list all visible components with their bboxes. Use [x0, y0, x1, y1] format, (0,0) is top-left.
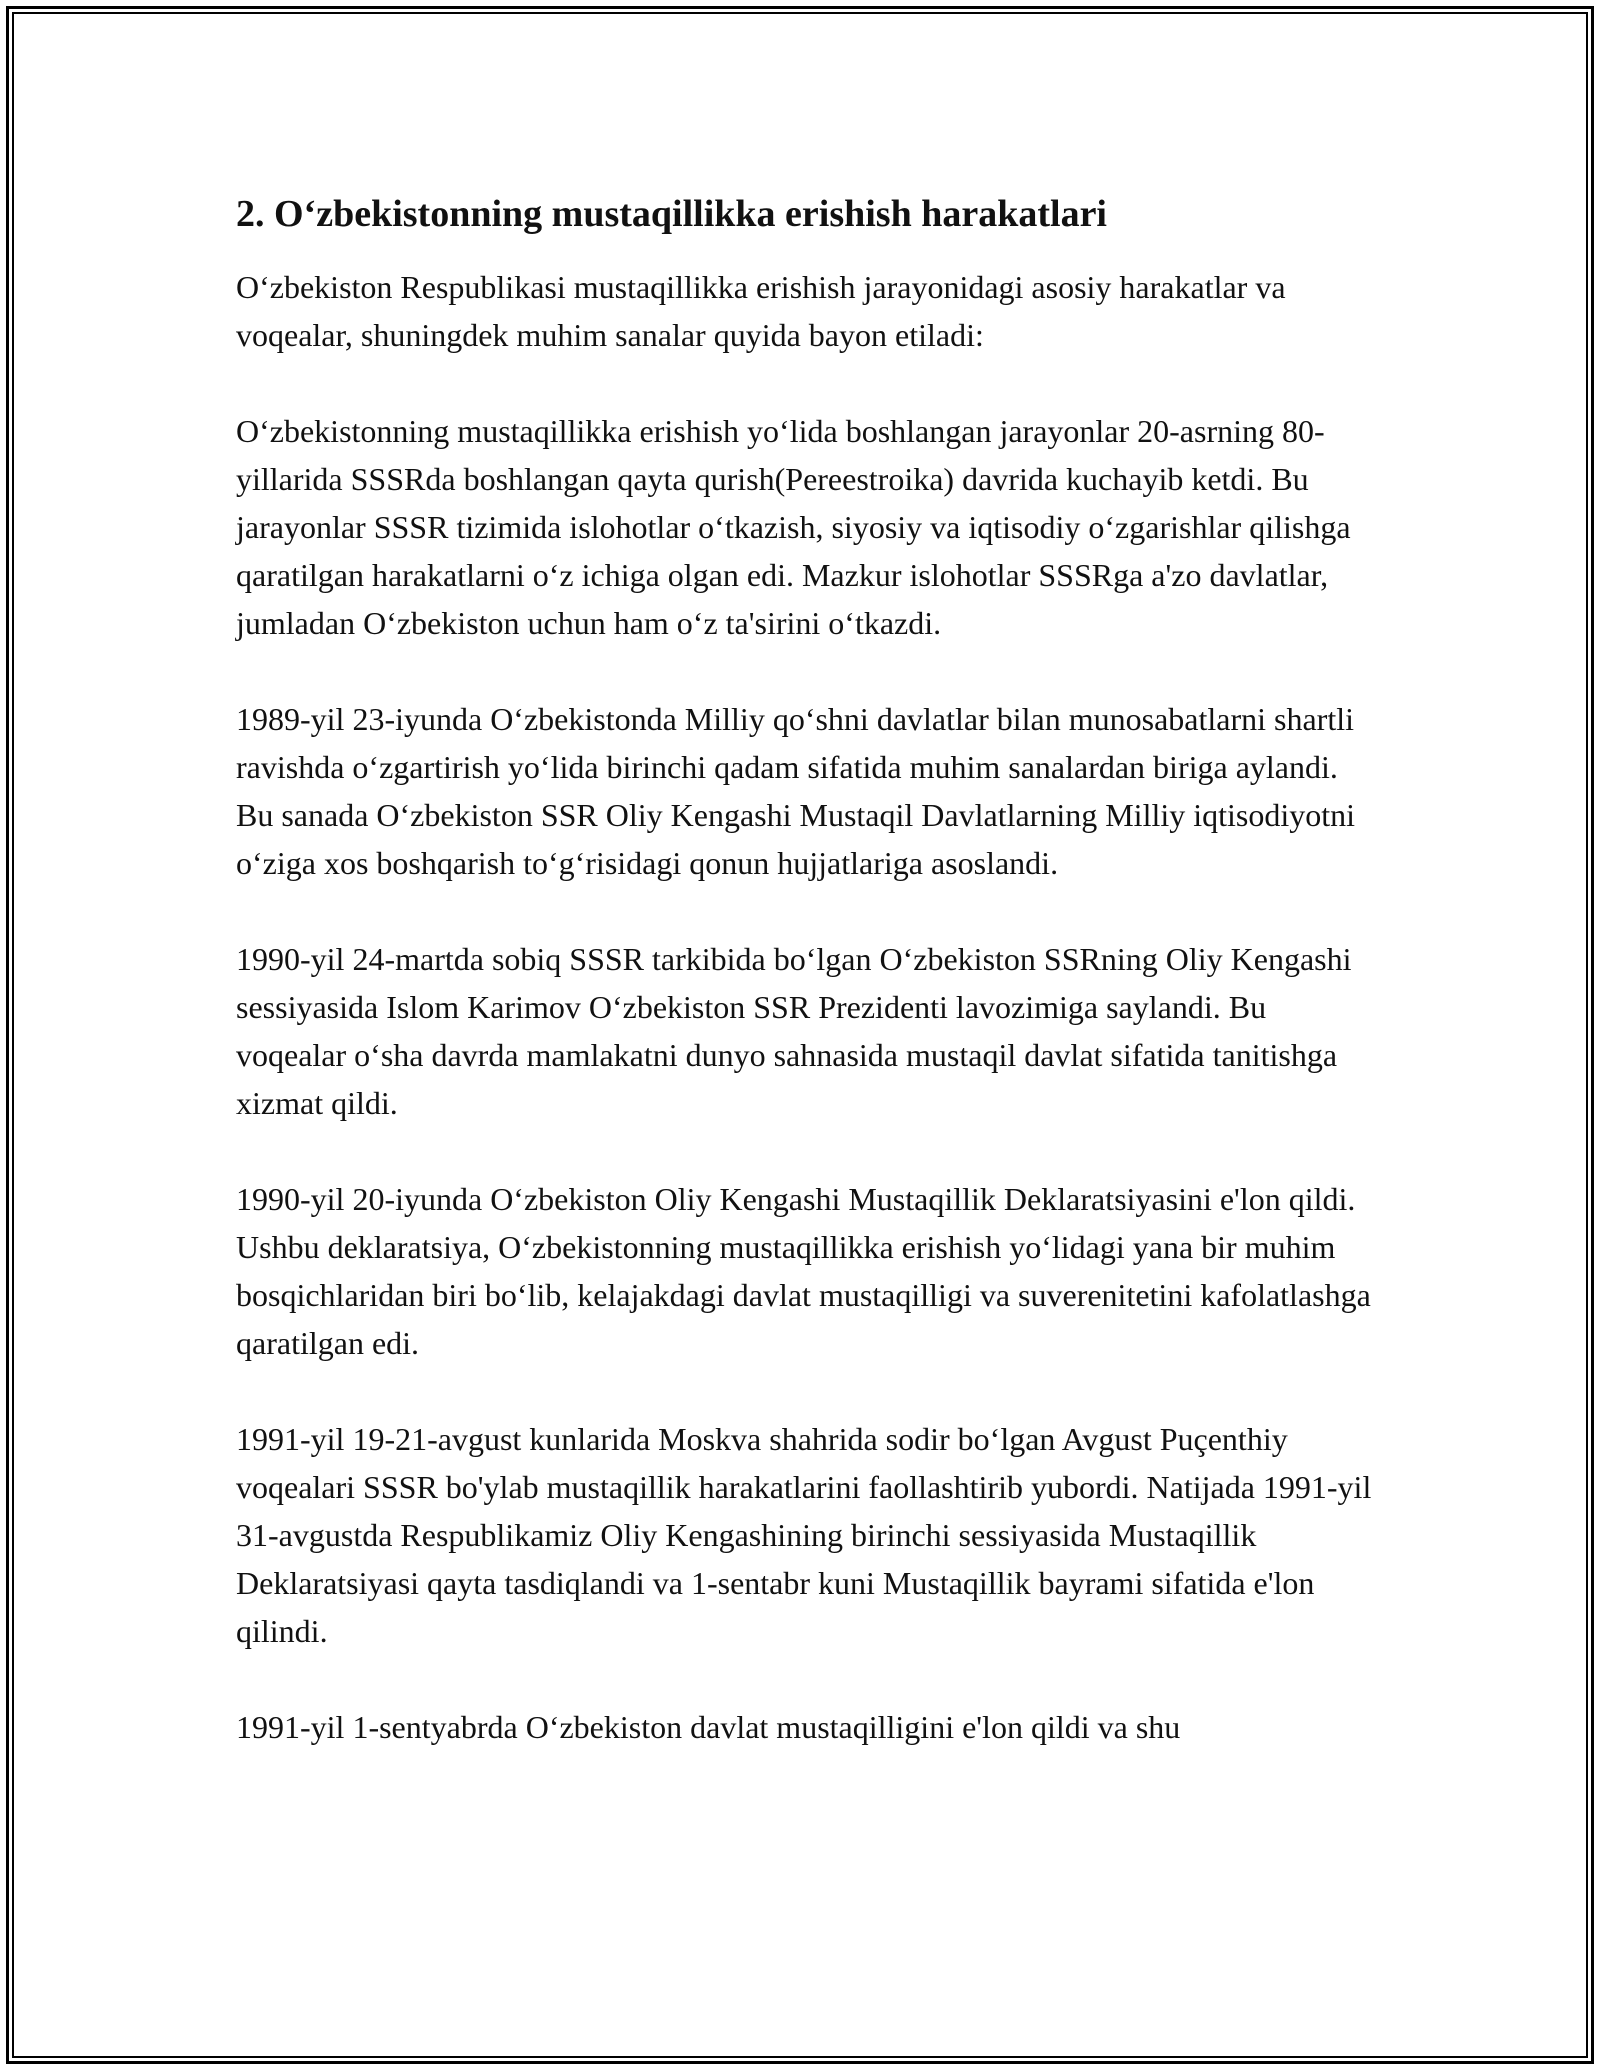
- paragraph-intro: O‘zbekiston Respublikasi mustaqillikka erishish jarayonidagi asosiy harakatlar va voqealar, shuningdek muhim sanalar quyida bayon etiladi:: [236, 269, 1286, 353]
- document-body: [236, 189, 1376, 1799]
- paragraph-1990-march: 1990-yil 24-martda sobiq SSSR tarkibida bo‘lgan O‘zbekiston SSRning Oliy Kengashi sessiyasida Islom Karimov O‘zbekiston SSR Prezidenti lavozimiga saylandi. Bu voqealar o‘sha davrda mamlakatni dunyo sahnasida mustaqil davlat sifatida tanitishga xizmat qildi.: [236, 941, 1352, 1121]
- paragraph-1989: 1989-yil 23-iyunda O‘zbekistonda Milliy qo‘shni davlatlar bilan munosabatlarni shartli ravishda o‘zgartirish yo‘lida birinchi qadam sifatida muhim sanalardan biriga aylandi. Bu sanada O‘zbekiston SSR Oliy Kengashi Mustaqil Davlatlarning Milliy iqtisodiyotni o‘ziga xos boshqarish to‘g‘risidagi qonun hujjatlariga asoslandi.: [236, 701, 1356, 881]
- paragraph-1991-september: 1991-yil 1-sentyabrda O‘zbekiston davlat mustaqilligini e'lon qildi va shu: [236, 1709, 1181, 1745]
- paragraph-perestroika: O‘zbekistonning mustaqillikka erishish yo‘lida boshlangan jarayonlar 20-asrning 80-yillarida SSSRda boshlangan qayta qurish(Pereestroika) davrida kuchayib ketdi. Bu jarayonlar SSSR tizimida islohotlar o‘tkazish, siyosiy va iqtisodiy o‘zgarishlar qilishga qaratilgan harakatlarni o‘z ichiga olgan edi. Mazkur islohotlar SSSRga a'zo davlatlar, jumladan O‘zbekiston uchun ham o‘z ta'sirini o‘tkazdi.: [236, 413, 1351, 641]
- paragraph-1991-august: 1991-yil 19-21-avgust kunlarida Moskva shahrida sodir bo‘lgan Avgust Puçenthiy voqealari SSSR bo'ylab mustaqillik harakatlarini faollashtirib yubordi. Natijada 1991-yil 31-avgustda Respublikamiz Oliy Kengashining birinchi sessiyasida Mustaqillik Deklaratsiyasi qayta tasdiqlandi va 1-sentabr kuni Mustaqillik bayrami sifatida e'lon qilindi.: [236, 1421, 1372, 1649]
- paragraph-1990-june: 1990-yil 20-iyunda O‘zbekiston Oliy Kengashi Mustaqillik Deklaratsiyasini e'lon qildi. Ushbu deklaratsiya, O‘zbekistonning mustaqillikka erishish yo‘lidagi yana bir muhim bosqichlaridan biri bo‘lib, kelajakdagi davlat mustaqilligi va suverenitetini kafolatlashga qaratilgan edi.: [236, 1181, 1371, 1361]
- section-heading: 2. O‘zbekistonning mustaqillikka erishish harakatlari: [236, 193, 1107, 235]
